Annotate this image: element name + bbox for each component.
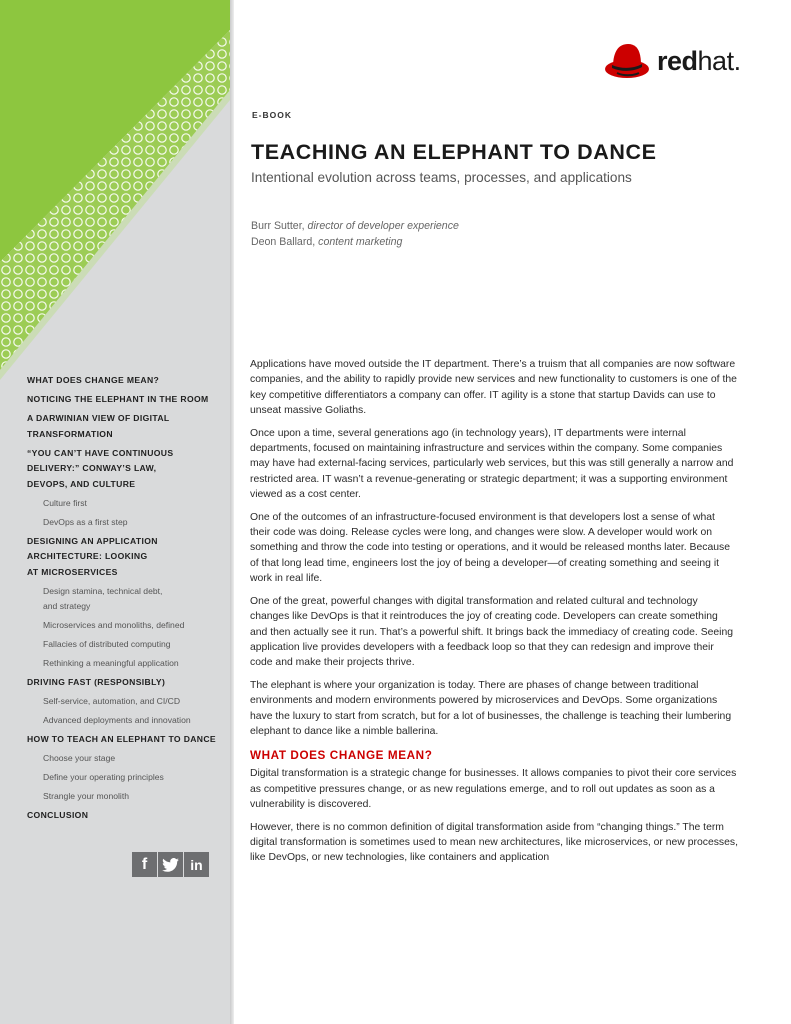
- toc-link-text: Microservices and monoliths, defined: [43, 619, 185, 630]
- toc-section-link[interactable]: [27, 392, 227, 408]
- page-subtitle: Intentional evolution across teams, processes, and applications: [251, 170, 632, 185]
- toc-link-text: “YOU CAN’T HAVE CONTINUOUS: [27, 447, 174, 458]
- toc-section-link[interactable]: [27, 411, 227, 442]
- redhat-logo: [603, 40, 741, 82]
- toc-link-text: and strategy: [43, 600, 91, 611]
- toc-subsection-link[interactable]: [43, 515, 227, 530]
- brand-wordmark: redhat.: [657, 45, 741, 76]
- toc-link-text: NOTICING THE ELEPHANT IN THE ROOM: [27, 394, 209, 404]
- paragraph: The elephant is where your organization is today. There are phases of change between traditional environments and modern environments powered by microservices and DevOps. Some organizations have the luxury to start from scratch, but for a lot of businesses, the challenge is teaching their lumbering elephant to dance like a nimble ballerina.: [250, 679, 732, 737]
- toc-link-text: HOW TO TEACH AN ELEPHANT TO DANCE: [27, 733, 216, 744]
- toc-link-text: Choose your stage: [43, 752, 116, 763]
- toc-link-text: Self-service, automation, and CI/CD: [43, 695, 181, 706]
- toc-subsection-link[interactable]: [43, 789, 227, 804]
- toc-link-text: DevOps as a first step: [43, 516, 128, 527]
- toc-link-text: TRANSFORMATION: [27, 428, 113, 439]
- toc-subsection-link[interactable]: [43, 618, 227, 633]
- toc-subsection-link[interactable]: [43, 751, 227, 766]
- social-icons: [132, 852, 209, 876]
- toc-link-text: CONCLUSION: [27, 809, 89, 820]
- document-type-label: E-BOOK: [252, 110, 292, 120]
- linkedin-icon[interactable]: in: [184, 852, 209, 877]
- toc-link-text: Fallacies of distributed computing: [43, 638, 171, 649]
- paragraph: Applications have moved outside the IT department. There’s a truism that all companies are now software companies, and the ability to rapidly provide new services and new functionality to customers is one of the key competitive differentiators a company can offer. IT agility is a stone that startup Davids can use to unseat massive Goliaths.: [250, 359, 737, 417]
- toc-section-link[interactable]: [27, 732, 227, 748]
- authors: [251, 218, 459, 250]
- toc-link-text: WHAT DOES CHANGE MEAN?: [27, 375, 160, 385]
- paragraph: One of the outcomes of an infrastructure-focused environment is that developers lost a sense of what their code was doing. Release cycles were long, and changes were slow. A developer would work on something and throw the code into testing or operations, and it would be released months later. Because of that long lead time, engineers lost the joy of being a developer—of creating something and seeing it work in real life.: [250, 511, 730, 585]
- toc-section-link[interactable]: [27, 808, 227, 824]
- author-line: Deon Ballard, content marketing: [251, 236, 403, 248]
- sidebar: [0, 0, 230, 1024]
- toc-link-text: Advanced deployments and innovation: [43, 714, 191, 725]
- toc-link-text: DEVOPS, AND CULTURE: [27, 478, 136, 489]
- paragraph: Once upon a time, several generations ago (in technology years), IT departments were internal departments, focused on maintaining infrastructure and services within the company. Some companies may have had external-facing services, particularly web services, but this was still generally a narrow and restricted area. IT wasn’t a revenue-generating or strategic department; it was a supporting environment viewed as a cost center.: [250, 427, 734, 501]
- toc-subsection-link[interactable]: [43, 496, 227, 511]
- toc-link-text: Culture first: [43, 497, 87, 508]
- sidebar-edge: [230, 0, 234, 1024]
- toc-subsection-link[interactable]: [43, 713, 227, 728]
- toc-subsection-link[interactable]: [43, 656, 227, 671]
- paragraph: Digital transformation is a strategic change for businesses. It allows companies to pivot their core services as competitive pressures change, or as new regulations emerge, and to roll out updates as soon as a vulnerability is discovered.: [250, 768, 737, 811]
- body-text: [250, 357, 738, 873]
- table-of-contents: [27, 373, 227, 827]
- toc-link-text: AT MICROSERVICES: [27, 566, 118, 577]
- toc-section-link[interactable]: [27, 675, 227, 691]
- toc-subsection-link[interactable]: [43, 584, 227, 614]
- toc-link-text: Rethinking a meaningful application: [43, 657, 179, 668]
- page-title: TEACHING AN ELEPHANT TO DANCE: [251, 140, 657, 164]
- toc-link-text: DELIVERY:” CONWAY’S LAW,: [27, 463, 157, 473]
- twitter-icon[interactable]: [158, 852, 183, 877]
- paragraph: However, there is no common definition of digital transformation aside from “changing things.” The term digital transformation is sometimes used to mean new architectures, like microservices, or new processes, like DevOps, or new technologies, like containers and application: [250, 821, 738, 864]
- toc-subsection-link[interactable]: [43, 694, 227, 709]
- toc-section-link[interactable]: [27, 446, 227, 493]
- toc-link-text: Design stamina, technical debt,: [43, 585, 163, 596]
- toc-section-link[interactable]: [27, 534, 227, 581]
- sidebar-decoration: [0, 0, 230, 380]
- toc-link-text: Define your operating principles: [43, 771, 164, 782]
- section-heading: WHAT DOES CHANGE MEAN?: [250, 749, 433, 763]
- facebook-icon[interactable]: f: [132, 852, 157, 877]
- toc-subsection-link[interactable]: [43, 770, 227, 785]
- toc-link-text: A DARWINIAN VIEW OF DIGITAL: [27, 413, 170, 423]
- paragraph: One of the great, powerful changes with digital transformation and related cultural and technology changes like DevOps is that it reintroduces the joy of creating code. Developers can create something and then actually see it run. That’s a powerful shift. It brings back the immediacy of creating code. Seeing application live provides developers with a feedback loop so that they can redesign and improve their code and make their projects thrive.: [250, 595, 734, 669]
- toc-link-text: Strangle your monolith: [43, 790, 129, 801]
- toc-subsection-link[interactable]: [43, 637, 227, 652]
- toc-link-text: ARCHITECTURE: LOOKING: [27, 551, 148, 561]
- toc-link-text: DESIGNING AN APPLICATION: [27, 535, 158, 546]
- shadowman-icon: [603, 41, 651, 81]
- author-line: Burr Sutter, director of developer experience: [251, 220, 459, 232]
- toc-section-link[interactable]: [27, 373, 227, 389]
- toc-link-text: DRIVING FAST (RESPONSIBLY): [27, 676, 166, 687]
